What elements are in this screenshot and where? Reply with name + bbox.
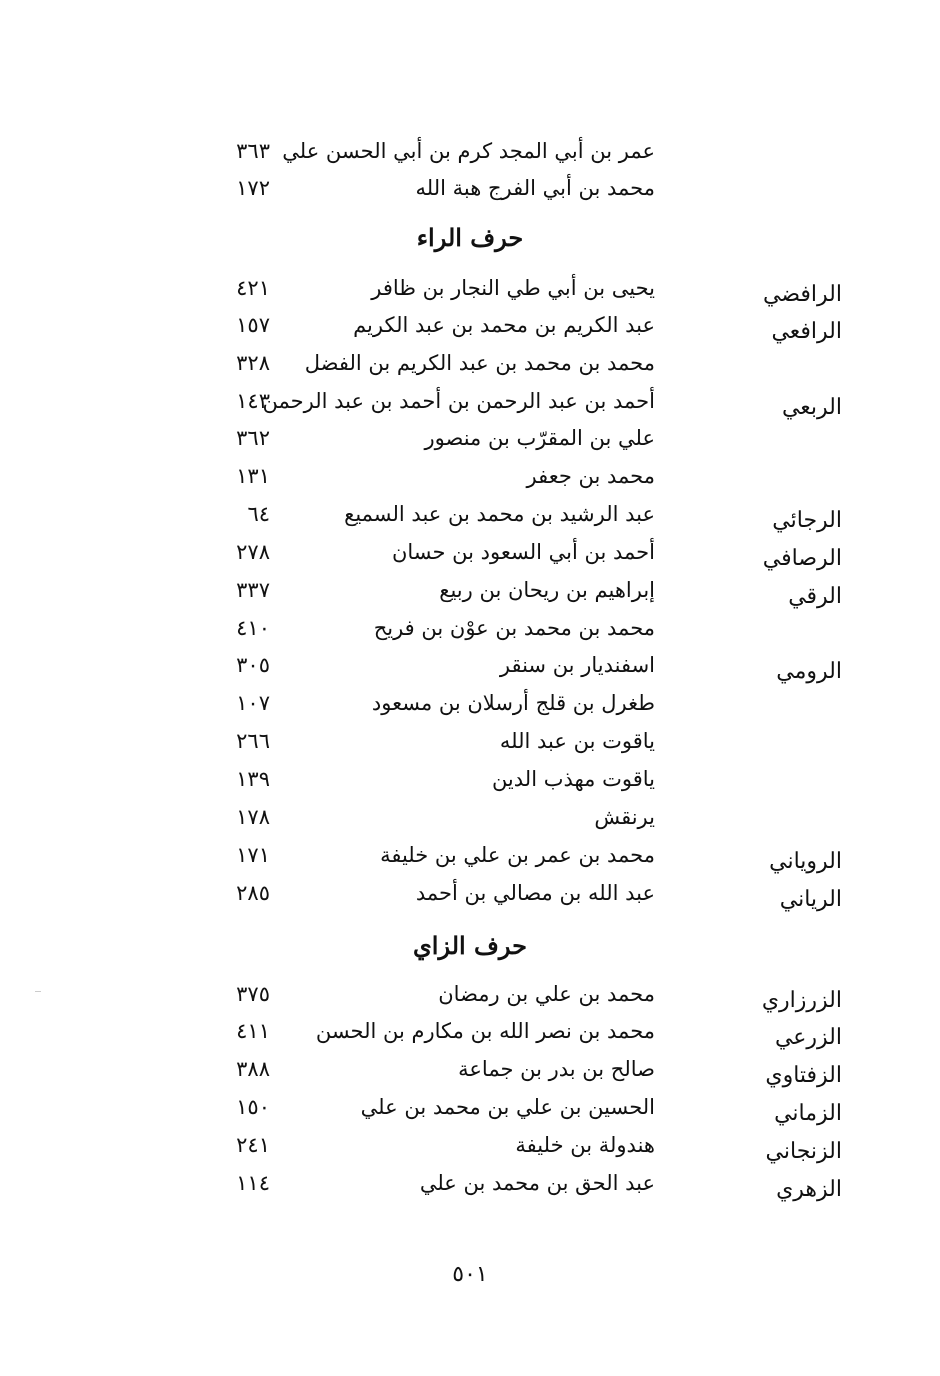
- entry-name: إبراهيم بن ريحان بن ربيع: [439, 578, 655, 602]
- margin-mark: [35, 991, 41, 992]
- entry-nisba: الزرعي: [774, 1025, 842, 1050]
- entry-page-ref: ٤٢١: [236, 276, 270, 300]
- entry-name: طغرل بن قلج أرسلان بن مسعود: [371, 691, 655, 715]
- index-entry: [0, 762, 940, 796]
- entry-page-ref: ٢٦٦: [236, 729, 270, 753]
- entry-nisba: الرافعي: [771, 319, 842, 344]
- index-entry: [0, 611, 940, 645]
- entry-page-ref: ٣٦٣: [236, 139, 270, 163]
- entry-nisba: الزفتاوي: [765, 1063, 842, 1088]
- entry-name: الحسين بن علي بن محمد بن علي: [360, 1095, 655, 1119]
- entry-nisba: الزهري: [776, 1177, 842, 1202]
- entry-name: هندولة بن خليفة: [515, 1133, 655, 1157]
- entry-name: محمد بن أبي الفرج هبة الله: [415, 176, 655, 200]
- entry-page-ref: ٣٠٥: [236, 653, 270, 677]
- entry-page-ref: ١٣١: [236, 464, 270, 488]
- index-entry: [0, 459, 940, 493]
- index-entry: [0, 308, 940, 342]
- index-entry: [0, 134, 940, 168]
- index-entry: [0, 800, 940, 834]
- entry-name: أحمد بن عبد الرحمن بن أحمد بن عبد الرحمن: [262, 389, 655, 413]
- entry-name: يحيى بن أبي طي النجار بن ظافر: [371, 276, 655, 300]
- section-heading-zay: حرف الزاي: [413, 931, 527, 960]
- index-entry: [0, 497, 940, 531]
- index-entry: [0, 838, 940, 872]
- entry-page-ref: ٤١٠: [236, 616, 270, 640]
- entry-name: محمد بن نصر الله بن مكارم بن الحسن: [315, 1019, 655, 1043]
- entry-page-ref: ٣٦٢: [236, 426, 270, 450]
- entry-page-ref: ٢٧٨: [236, 540, 270, 564]
- entry-name: ياقوت بن عبد الله: [499, 729, 655, 753]
- entry-page-ref: ٤١١: [236, 1019, 270, 1043]
- entry-nisba: الرقي: [788, 584, 842, 609]
- entry-name: علي بن المقرّب بن منصور: [424, 426, 655, 450]
- index-entry: [0, 1052, 940, 1086]
- entry-page-ref: ٣٢٨: [236, 351, 270, 375]
- entry-name: عبد الله بن مصالي بن أحمد: [415, 881, 655, 905]
- page-number: ٥٠١: [452, 1262, 488, 1287]
- entry-name: أحمد بن أبي السعود بن حسان: [391, 540, 655, 564]
- index-entry: [0, 876, 940, 910]
- entry-nisba: الرجائي: [772, 508, 842, 533]
- entry-page-ref: ١١٤: [236, 1171, 270, 1195]
- index-entry: [0, 535, 940, 569]
- entry-nisba: الزنجاني: [765, 1139, 842, 1164]
- index-entry: [0, 1014, 940, 1048]
- entry-page-ref: ٢٨٥: [236, 881, 270, 905]
- entry-nisba: الزماني: [774, 1101, 842, 1126]
- entry-name: محمد بن جعفر: [526, 464, 655, 488]
- index-entry: [0, 421, 940, 455]
- entry-name: صالح بن بدر بن جماعة: [458, 1057, 655, 1081]
- entry-page-ref: ١٥٠: [236, 1095, 270, 1119]
- entry-name: محمد بن محمد بن عوْن بن فريح: [373, 616, 655, 640]
- entry-name: محمد بن علي بن رمضان: [438, 982, 655, 1006]
- index-entry: [0, 573, 940, 607]
- entry-name: يرنقش: [594, 805, 655, 829]
- index-entry: [0, 977, 940, 1011]
- entry-name: ياقوت مهذب الدين: [491, 767, 655, 791]
- entry-name: عبد الحق بن محمد بن علي: [419, 1171, 655, 1195]
- index-entry: [0, 1090, 940, 1124]
- entry-page-ref: ١٥٧: [236, 313, 270, 337]
- entry-page-ref: ٦٤: [247, 502, 270, 526]
- entry-page-ref: ٣٣٧: [236, 578, 270, 602]
- entry-name: عبد الكريم بن محمد بن عبد الكريم: [353, 313, 655, 337]
- entry-name: محمد بن عمر بن علي بن خليفة: [380, 843, 655, 867]
- entry-name: اسفنديار بن سنقر: [499, 653, 655, 677]
- entry-name: محمد بن محمد بن عبد الكريم بن الفضل: [304, 351, 655, 375]
- section-heading-ra: حرف الراء: [416, 223, 524, 252]
- entry-page-ref: ٢٤١: [236, 1133, 270, 1157]
- index-entry: [0, 648, 940, 682]
- entry-nisba: الرومي: [776, 659, 842, 684]
- index-entry: [0, 171, 940, 205]
- index-entry: [0, 346, 940, 380]
- index-entry: [0, 686, 940, 720]
- entry-nisba: الرصافي: [762, 546, 842, 571]
- entry-nisba: الزرزاري: [761, 988, 842, 1013]
- entry-nisba: الرياني: [779, 887, 842, 912]
- entry-page-ref: ١٣٩: [236, 767, 270, 791]
- entry-nisba: الرافضي: [763, 282, 842, 307]
- index-entry: [0, 1166, 940, 1200]
- index-entry: [0, 384, 940, 418]
- entry-name: عبد الرشيد بن محمد بن عبد السميع: [344, 502, 655, 526]
- entry-page-ref: ٣٨٨: [236, 1057, 270, 1081]
- entry-page-ref: ١٠٧: [236, 691, 270, 715]
- entry-page-ref: ١٧١: [236, 843, 270, 867]
- entry-nisba: الروياني: [769, 849, 842, 874]
- entry-page-ref: ١٧٨: [236, 805, 270, 829]
- index-entry: [0, 724, 940, 758]
- entry-page-ref: ١٧٢: [236, 176, 270, 200]
- entry-name: عمر بن أبي المجد كرم بن أبي الحسن علي: [282, 139, 655, 163]
- entry-page-ref: ١٤٣: [236, 389, 270, 413]
- entry-page-ref: ٣٧٥: [236, 982, 270, 1006]
- entry-nisba: الربعي: [781, 395, 842, 420]
- index-entry: [0, 271, 940, 305]
- index-entry: [0, 1128, 940, 1162]
